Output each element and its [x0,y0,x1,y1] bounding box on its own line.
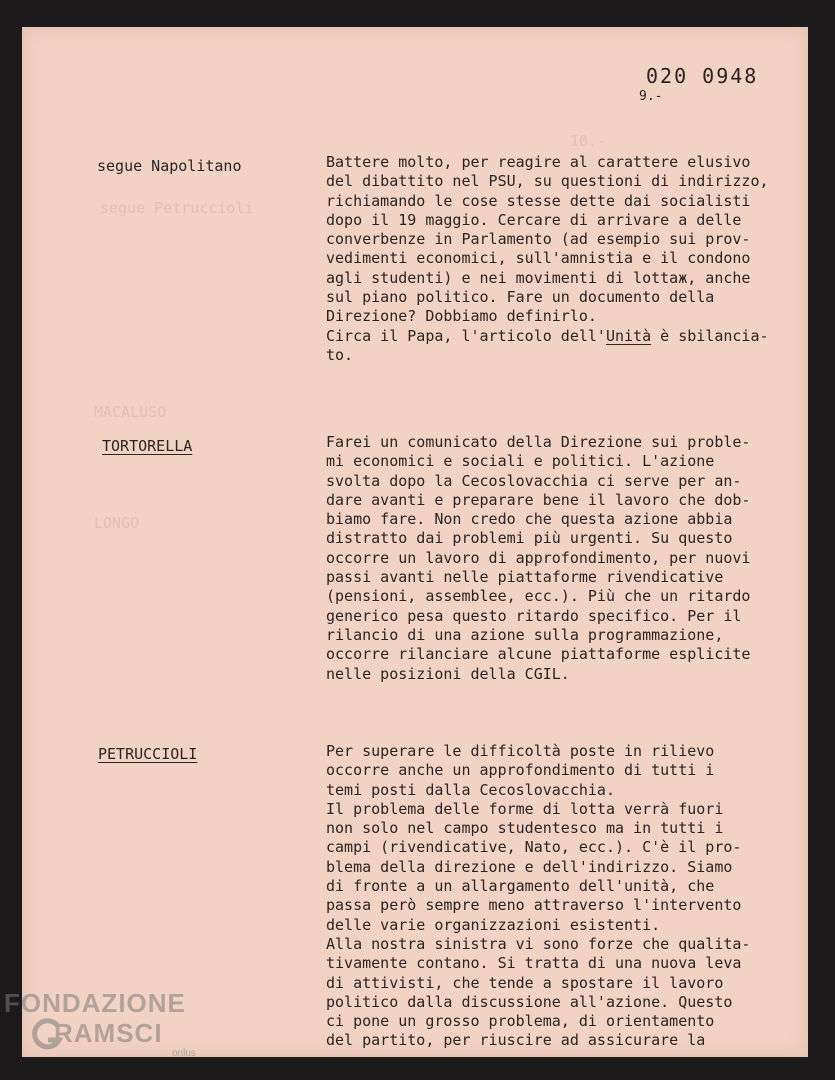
speech-line: mi economici e sociali e politici. L'azione [326,452,715,471]
speech-line: dare avanti e preparare bene il lavoro che dob- [326,490,751,509]
speech-line: Circa il Papa, l'articolo dell'Unità è sbilancia- [326,326,769,345]
document-page [22,27,808,1057]
speech-line: richiamando le cose stesse dette dai socialisti [326,191,751,210]
speech-line: occorre un lavoro di approfondimento, per nuovi [326,548,751,567]
speech-line: to. [326,345,354,364]
speaker-name: TORTORELLA [102,437,193,455]
speech-line: ci pone un grosso problema, di orientamento [326,1012,715,1031]
speech-line: Per superare le difficoltà poste in rilievo [326,742,715,760]
speech-line: delle varie organizzazioni esistenti. [326,915,661,934]
speech-line: Direzione? Dobbiamo definirlo. [326,307,597,326]
speech-line: agli studenti) e nei movimenti di lottaж, anche [326,268,751,287]
speech-line: del partito, per riuscire ad assicurare la [326,1031,706,1050]
fondazione-gramsci-watermark [4,988,214,1068]
show-through-text: MACALUSO [94,403,167,421]
speech-line: Il problema delle forme di lotta verrà fuori [326,799,724,818]
speech-line: Battere molto, per reagire al carattere elusivo [326,153,751,171]
speech-line: temi posti dalla Cecoslovacchia. [326,780,615,799]
show-through-text: 10.- [570,132,607,150]
show-through-text: segue Petruccioli [100,199,254,217]
speech-line: Farei un comunicato della Direzione sui proble- [326,433,751,451]
speech-line: campi (rivendicative, Nato, ecc.). C'è il pro- [326,838,742,857]
speech-line: converbenze in Parlamento (ad esempio sui prov- [326,230,751,249]
speech-text [326,742,796,1051]
page-number: 9.- [639,89,663,104]
speech-line: biamo fare. Non credo che questa azione abbia [326,510,733,529]
speech-line: occorre anche un approfondimento di tutti i [326,761,715,780]
speech-line: sul piano politico. Fare un documento della [326,288,715,307]
speech-line: di fronte a un allargamento dell'unità, che [326,877,715,896]
speech-line: del dibattito nel PSU, su questioni di indirizzo, [326,172,769,191]
speech-line: generico pesa questo ritardo specifico. Per il [326,606,742,625]
watermark-line1: FONDAZIONE [4,988,186,1018]
speech-line: dopo il 19 maggio. Cercare di arrivare a delle [326,210,742,229]
speaker-name: PETRUCCIOLI [98,745,198,763]
speech-text [326,153,796,365]
speaker-name: segue Napolitano [97,157,242,175]
speech-line: politico dalla discussione all'azione. Questo [326,992,733,1011]
speech-line: passa però sempre meno attraverso l'intervento [326,896,742,915]
document-number: 020 0948 [646,64,759,88]
watermark-suffix: onlus [172,1048,196,1059]
speech-line: passi avanti nelle piattaforme rivendicative [326,568,724,587]
speech-line: tivamente contano. Si tratta di una nuova leva [326,954,742,973]
speech-line: vedimenti economici, sull'amnistia e il condono [326,249,751,268]
watermark-line2: RAMSCI [54,1018,163,1048]
speech-line: svolta dopo la Cecoslovacchia ci serve per an- [326,471,742,490]
speech-line: non solo nel campo studentesco ma in tutti i [326,819,724,838]
speech-line: di attivisti, che tende a spostare il lavoro [326,973,724,992]
speech-text [326,433,796,684]
speech-line: occorre rilanciare alcune piattaforme esplicite [326,645,751,664]
underlined-word: Unità [605,326,652,345]
speech-line: blema della direzione e dell'indirizzo. Siamo [326,857,733,876]
show-through-text: LONGO [94,514,140,532]
speech-line: distratto dai problemi più urgenti. Su questo [326,529,733,548]
speech-line: (pensioni, assemblee, ecc.). Più che un ritardo [326,587,751,606]
speech-line: nelle posizioni della CGIL. [326,664,570,683]
speech-line: rilancio di una azione sulla programmazione, [326,625,724,644]
speech-line: Alla nostra sinistra vi sono forze che qualita- [326,934,751,953]
